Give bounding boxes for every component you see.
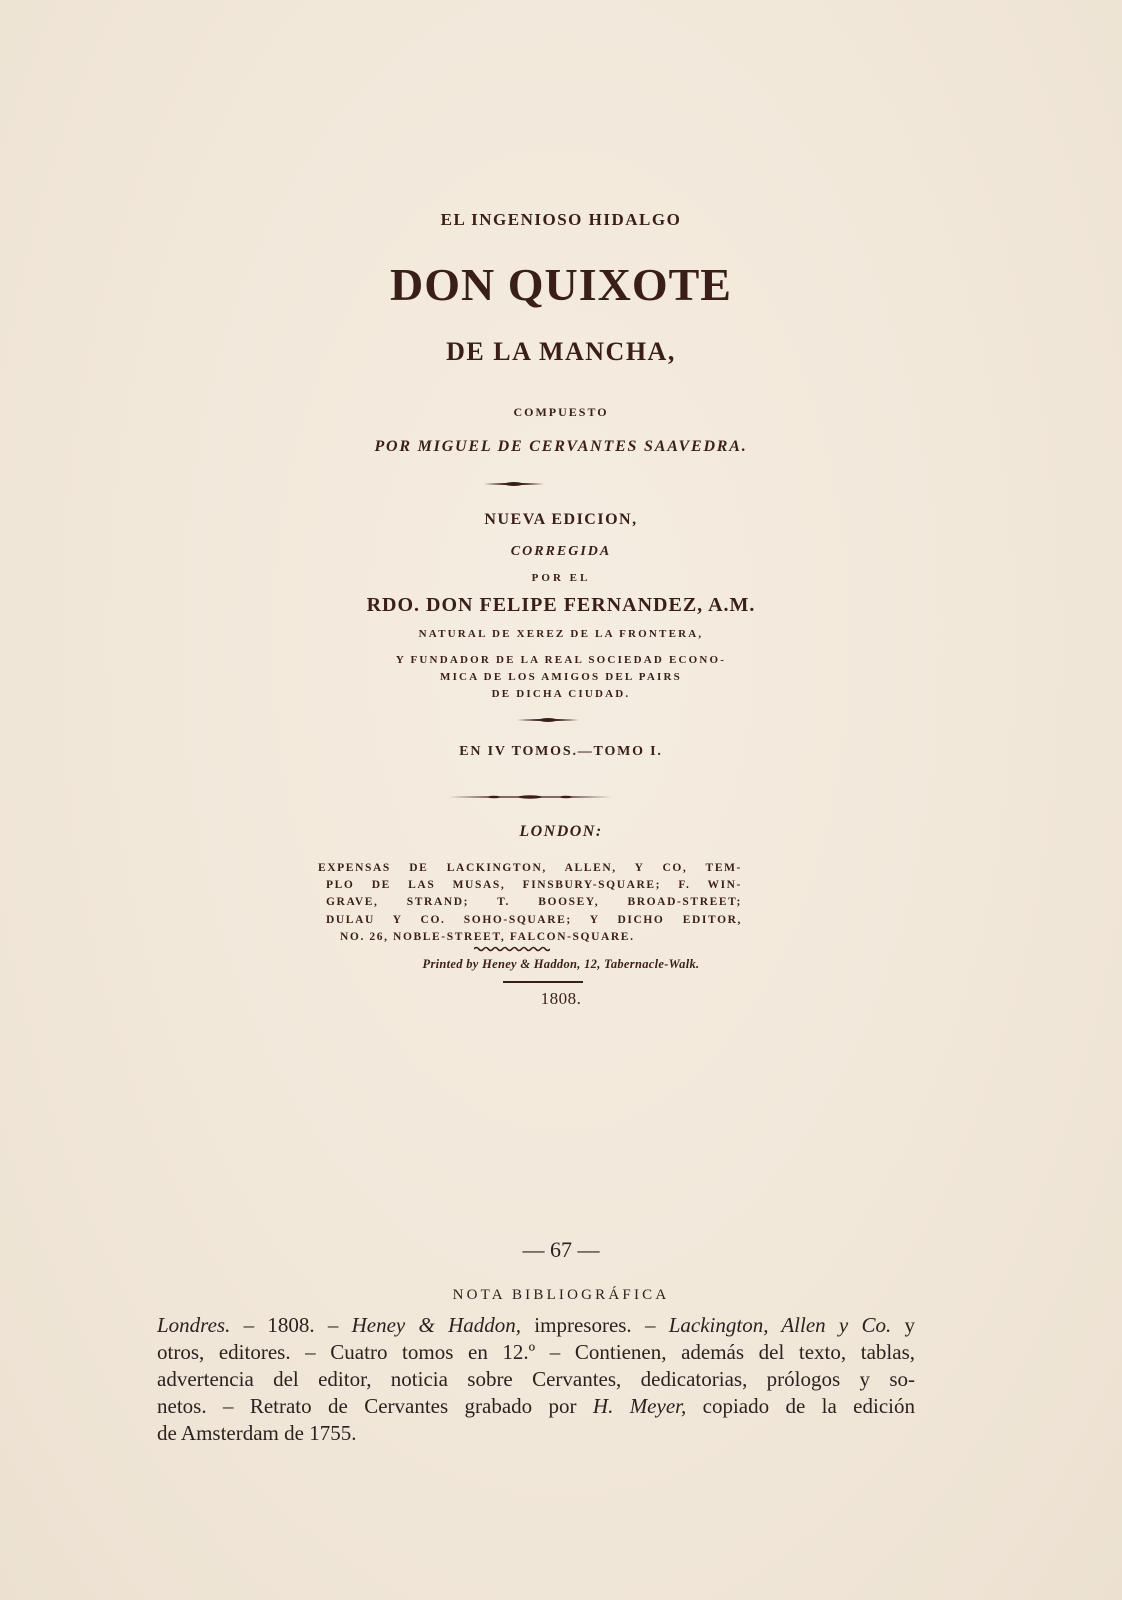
note-text: copiado de la edición: [686, 1394, 915, 1418]
note-line: otros, editores. – Cuatro tomos en 12.º – Contienen, además del texto, tablas,: [157, 1340, 915, 1364]
note-text: netos. – Retrato de Cervantes grabado por: [157, 1394, 593, 1418]
page-number: — 67 —: [522, 1237, 600, 1262]
place-line: LONDON:: [519, 823, 603, 840]
note-heading: NOTA BIBLIOGRÁFICA: [452, 1287, 670, 1303]
corregida-line: CORREGIDA: [510, 544, 612, 559]
note-line: de Amsterdam de 1755.: [157, 1421, 357, 1445]
year-line: 1808.: [540, 989, 582, 1008]
note-text: – 1808. –: [230, 1313, 352, 1337]
por-el-line: POR EL: [531, 572, 591, 584]
note-printer: Heney & Haddon,: [351, 1313, 522, 1337]
editor-origin: NATURAL DE XEREZ DE LA FRONTERA,: [418, 628, 704, 640]
imprint-line: DULAU Y CO. SOHO-SQUARE; Y DICHO EDITOR,: [326, 913, 742, 926]
imprint-line: GRAVE, STRAND; T. BOOSEY, BROAD-STREET;: [326, 896, 742, 909]
editor-name: RDO. DON FELIPE FERNANDEZ, A.M.: [366, 594, 756, 616]
imprint-line: PLO DE LAS MUSAS, FINSBURY-SQUARE; F. WIN-: [326, 879, 742, 892]
year-rule: [503, 981, 583, 983]
imprint-block: [318, 860, 742, 946]
note-engraver: H. Meyer,: [592, 1394, 687, 1418]
editor-society-2: MICA DE LOS AMIGOS DEL PAIRS: [439, 671, 682, 683]
note-text: y: [891, 1313, 915, 1337]
editor-society-1: Y FUNDADOR DE LA REAL SOCIEDAD ECONO-: [395, 654, 727, 666]
main-title: DON QUIXOTE: [390, 259, 732, 310]
note-line: [157, 1312, 915, 1339]
note-publisher: Lackington, Allen y Co.: [668, 1313, 892, 1337]
imprint-line: EXPENSAS DE LACKINGTON, ALLEN, Y CO, TEM-: [318, 862, 742, 874]
printer-line: Printed by Heney & Haddon, 12, Tabernacle-Walk.: [422, 957, 700, 971]
note-text: impresores. –: [521, 1313, 669, 1337]
edition-line: NUEVA EDICION,: [484, 511, 638, 528]
title-line-mancha: DE LA MANCHA,: [446, 337, 676, 366]
note-body: [157, 1312, 915, 1447]
imprint-line: NO. 26, NOBLE-STREET, FALCON-SQUARE.: [340, 930, 635, 943]
volume-line: EN IV TOMOS.—TOMO I.: [459, 744, 663, 759]
author-line: POR MIGUEL DE CERVANTES SAAVEDRA.: [374, 438, 748, 455]
title-line-compuesto: COMPUESTO: [513, 405, 609, 419]
editor-society-3: DE DICHA CIUDAD.: [491, 688, 631, 700]
note-line: [157, 1393, 915, 1420]
title-line-hidalgo: EL INGENIOSO HIDALGO: [440, 210, 682, 229]
note-city: Londres.: [157, 1313, 231, 1337]
note-line: advertencia del editor, noticia sobre Cervantes, dedicatorias, prólogos y so-: [157, 1367, 915, 1391]
